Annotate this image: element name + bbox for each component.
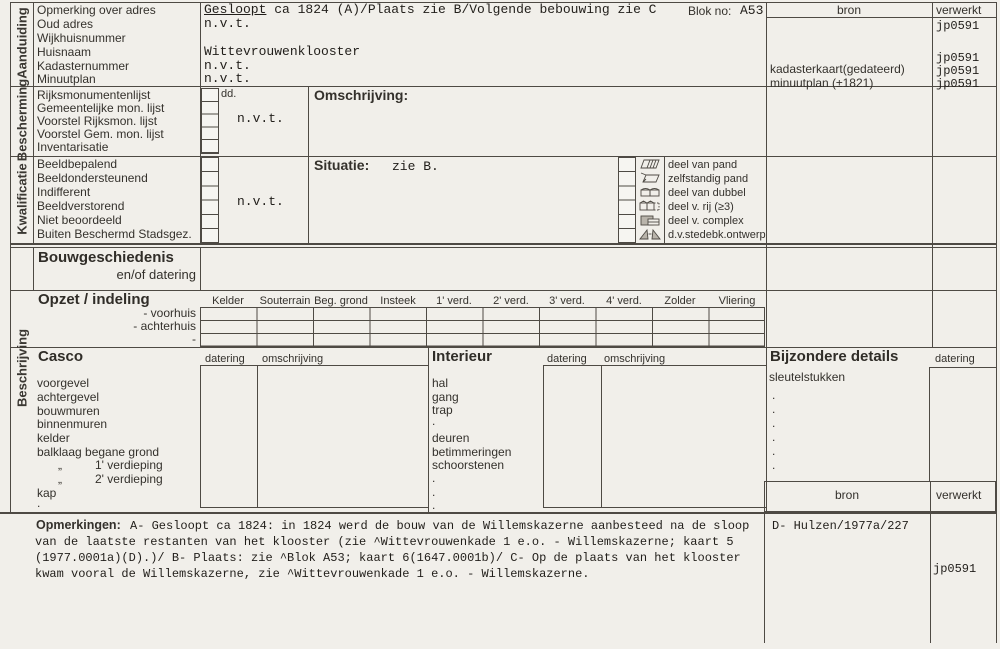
grid-line <box>33 2 34 243</box>
field-label: Opmerking over adres <box>37 3 156 17</box>
interieur-item: betimmeringen <box>432 445 512 459</box>
checkbox-column <box>201 157 219 244</box>
casco-item: achtergevel <box>37 390 100 404</box>
opzet-row-label: - achterhuis <box>133 319 196 333</box>
grid-line <box>929 367 930 481</box>
pand-type-label: d.v.stedebk.ontwerp <box>668 229 766 241</box>
opzet-column-header: Vliering <box>718 295 756 307</box>
grid-line <box>200 247 201 291</box>
grid-line <box>932 2 933 347</box>
field-label: Voorstel Rijksmon. lijst <box>37 114 158 128</box>
blok-no-value: A53 <box>740 3 764 18</box>
grid-line <box>996 513 997 643</box>
casco-item: bouwmuren <box>37 404 100 418</box>
casco-item: binnenmuren <box>37 417 108 431</box>
field-label: Gemeentelijke mon. lijst <box>37 101 165 115</box>
checkbox-column <box>201 88 219 154</box>
grid-line <box>996 2 997 513</box>
interieur-item: . <box>432 498 436 512</box>
opzet-grid <box>200 307 765 347</box>
opzet-row-label: - <box>192 332 196 346</box>
section-label-bescherming: Bescherming <box>14 78 30 162</box>
opmerkingen-label: Opmerkingen: <box>36 518 121 532</box>
verwerkt-column-header: verwerkt <box>936 3 982 17</box>
field-label: Beeldbepalend <box>37 157 118 171</box>
casco-omschrijving-header: omschrijving <box>262 353 324 365</box>
interieur-datering-header: datering <box>547 353 587 365</box>
casco-datering-header: datering <box>205 353 245 365</box>
interieur-item: . <box>432 485 436 499</box>
field-label: Beeldondersteunend <box>37 171 148 185</box>
pand-type-label: zelfstandig pand <box>668 173 749 185</box>
field-label: Indifferent <box>37 185 91 199</box>
field-value: n.v.t. <box>204 71 251 86</box>
stedebouwkundig-ontwerp-icon <box>638 228 662 240</box>
opzet-column-header: 3' verd. <box>549 295 585 307</box>
interieur-item: . <box>432 471 436 485</box>
casco-item: balklaag begane grond <box>37 445 160 459</box>
casco-item: kap <box>37 486 57 500</box>
field-label: Minuutplan <box>37 72 96 86</box>
grid-line <box>930 513 931 643</box>
ditto-mark: „ <box>58 472 62 486</box>
opmerkingen-bron-value: D- Hulzen/1977a/227 <box>772 519 909 533</box>
bijzondere-datering-header: datering <box>935 353 975 365</box>
verwerkt-entry: jp0591 <box>936 51 980 65</box>
field-value-underlined: Gesloopt <box>204 2 267 17</box>
bron-entry: minuutplan (±1821) <box>770 76 874 90</box>
bijzondere-details-header: Bijzondere details <box>770 348 899 365</box>
pand-type-label: deel v. complex <box>668 215 744 227</box>
field-label: Inventarisatie <box>37 140 109 154</box>
interieur-item: hal <box>432 376 449 390</box>
opzet-column-header: Beg. grond <box>314 295 368 307</box>
bijzondere-item: . <box>772 402 776 416</box>
grid-line <box>33 247 34 291</box>
field-value: n.v.t. <box>204 16 251 31</box>
deel-v-complex-icon <box>638 214 662 226</box>
ditto-mark: „ <box>58 458 62 472</box>
grid-line <box>257 365 258 508</box>
casco-item: kelder <box>37 431 70 445</box>
casco-item: voorgevel <box>37 376 90 390</box>
grid-line <box>10 243 996 245</box>
pand-type-label: deel v. rij (≥3) <box>668 201 734 213</box>
interieur-item: trap <box>432 403 453 417</box>
opzet-column-header: 1' verd. <box>436 295 472 307</box>
grid-line <box>428 347 429 512</box>
field-label: Voorstel Gem. mon. lijst <box>37 127 164 141</box>
interieur-item: . <box>432 414 436 428</box>
field-value-rest: ca 1824 (A)/Plaats zie B/Volgende bebouwing zie C <box>266 2 657 17</box>
interieur-item: schoorstenen <box>432 458 505 472</box>
bron-column-header: bron <box>836 3 862 17</box>
casco-item: . <box>37 496 41 510</box>
bouwgeschiedenis-subheader: en/of datering <box>116 267 196 282</box>
field-value: n.v.t. <box>204 58 251 73</box>
deel-van-dubbel-icon <box>638 186 662 198</box>
bijzondere-item: . <box>772 458 776 472</box>
field-label: Huisnaam <box>37 45 92 59</box>
checkbox-column <box>618 157 636 244</box>
casco-item: 2' verdieping <box>95 472 163 486</box>
bijzondere-item: . <box>772 444 776 458</box>
bron-column-header: bron <box>834 488 860 502</box>
situatie-header: Situatie: <box>314 157 370 173</box>
grid-line <box>929 367 996 368</box>
field-label: Beeldverstorend <box>37 199 125 213</box>
opzet-column-header: 4' verd. <box>606 295 642 307</box>
interieur-item: deuren <box>432 431 470 445</box>
grid-line <box>930 481 931 512</box>
verwerkt-entry: jp0591 <box>936 64 980 78</box>
deel-v-rij-icon <box>638 200 662 212</box>
grid-line <box>0 512 996 514</box>
kwalificatie-value: n.v.t. <box>237 194 284 209</box>
section-label-kwalificatie: Kwalificatie <box>14 163 30 235</box>
field-label: Oud adres <box>37 17 94 31</box>
grid-line <box>10 2 11 513</box>
opzet-column-header: Zolder <box>664 295 696 307</box>
opzet-row-label: - voorhuis <box>143 306 196 320</box>
section-label-beschrijving: Beschrijving <box>14 328 30 408</box>
interieur-header: Interieur <box>432 348 493 365</box>
casco-table <box>200 365 428 508</box>
deel-van-pand-icon <box>638 158 662 170</box>
grid-line <box>766 17 996 18</box>
section-label-aanduiding: Aanduiding <box>14 7 30 79</box>
field-label: Rijksmonumentenlijst <box>37 88 151 102</box>
grid-line <box>10 247 996 248</box>
opzet-column-header: Insteek <box>380 295 416 307</box>
opmerkingen-verwerkt-value: jp0591 <box>933 562 977 576</box>
casco-header: Casco <box>38 348 84 365</box>
grid-line <box>766 2 767 513</box>
interieur-omschrijving-header: omschrijving <box>604 353 666 365</box>
interieur-item: gang <box>432 390 459 404</box>
bouwgeschiedenis-header: Bouwgeschiedenis <box>38 249 174 266</box>
field-label: Wijkhuisnummer <box>37 31 126 45</box>
field-label: Niet beoordeeld <box>37 213 122 227</box>
situatie-value: zie B. <box>392 159 439 174</box>
interieur-table <box>543 365 766 508</box>
grid-line <box>10 290 996 291</box>
field-value <box>204 3 657 17</box>
bron-entry: kadasterkaart(gedateerd) <box>770 62 905 76</box>
opmerkingen-line: A- Gesloopt ca 1824: in 1824 werd de bouw van de Willemskazerne aanbesteed na de sloop <box>130 519 750 533</box>
pand-type-label: deel van pand <box>668 159 738 171</box>
field-value: Wittevrouwenklooster <box>204 44 361 59</box>
grid-line <box>10 156 996 157</box>
dd-label: dd. <box>221 88 237 100</box>
opzet-column-header: Kelder <box>212 295 244 307</box>
bijzondere-item: . <box>772 416 776 430</box>
grid-line <box>664 156 665 243</box>
verwerkt-entry: jp0591 <box>936 19 980 33</box>
opmerkingen-line: van de laatste restanten van het klooster (zie ^Wittevrouwenkade 1 e.o. - Willemskazerne; kaart 5 <box>35 535 734 549</box>
field-label: Kadasternummer <box>37 59 130 73</box>
grid-line <box>764 513 765 643</box>
bijzondere-item: . <box>772 388 776 402</box>
bijzondere-item: sleutelstukken <box>769 370 846 384</box>
casco-item: 1' verdieping <box>95 458 163 472</box>
grid-line <box>601 365 602 508</box>
blok-no-label: Blok no: <box>688 4 732 18</box>
bijzondere-item: . <box>772 430 776 444</box>
opzet-header: Opzet / indeling <box>38 291 150 308</box>
pand-type-label: deel van dubbel <box>668 187 746 199</box>
opmerkingen-line: (1977.0001a)(D).)/ B- Plaats: zie ^Blok A53; kaart 6(1647.0001b)/ C- Op de plaats van het klooster <box>35 551 741 565</box>
field-label: Buiten Beschermd Stadsgez. <box>37 227 192 241</box>
opmerkingen-line: kwam vooral de Willemskazerne, zie ^Wittevrouwenkade 1 e.o. - Willemskazerne. <box>35 567 590 581</box>
verwerkt-column-header: verwerkt <box>936 488 982 502</box>
verwerkt-entry: jp0591 <box>936 77 980 91</box>
bescherming-value: n.v.t. <box>237 111 284 126</box>
omschrijving-header: Omschrijving: <box>314 87 409 103</box>
opzet-column-header: Souterrain <box>259 295 311 307</box>
zelfstandig-pand-icon <box>638 172 662 184</box>
grid-line <box>308 86 309 243</box>
opzet-column-header: 2' verd. <box>493 295 529 307</box>
